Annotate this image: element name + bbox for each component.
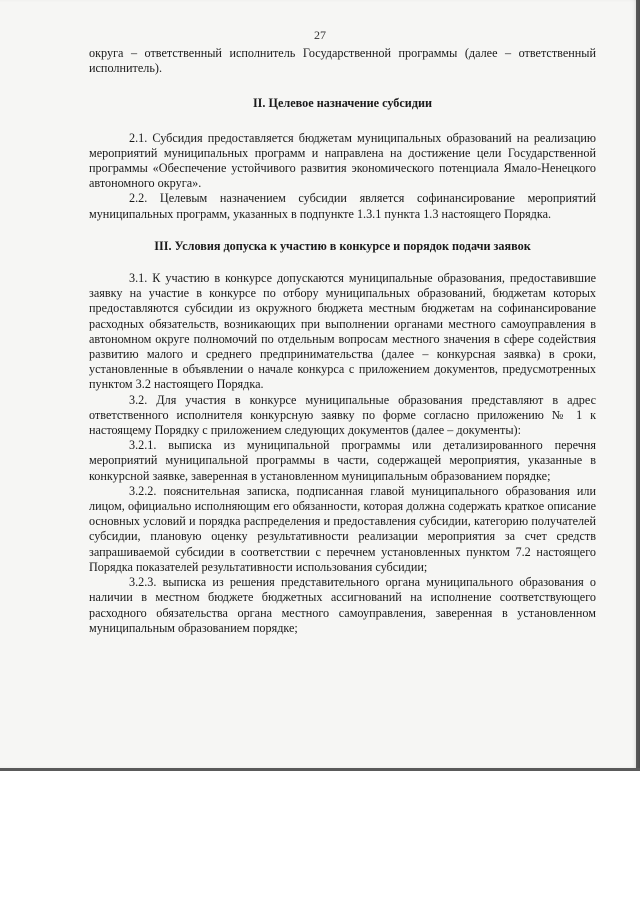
section-heading-3: III. Условия допуска к участию в конкурсе и порядок подачи заявок [154, 238, 531, 253]
paragraph-2-1: 2.1. Субсидия предоставляется бюджетам муниципальных образований на реализацию мероприятий муниципальных программ и направлена на достижение цели Государственной программы «Обеспечение устойчивого развития экономического потенциала Ямало-Ненецкого автономного округа». [89, 130, 596, 191]
paragraph-3-2-2: 3.2.2. пояснительная записка, подписанная главой муниципального образования или лицом, официально исполняющим его обязанности, которая должна содержать краткое описание основных условий и порядка распределения и предоставления субсидии, категорию получателей субсидии, плановую оценку результативности реализации мероприятия за счет средств запрашиваемой субсидии в соответствии с перечнем установленных пунктом 7.2 настоящего Порядка показателей результативности использования субсидии; [89, 483, 596, 574]
paragraph-3-2: 3.2. Для участия в конкурсе муниципальные образования представляют в адрес ответственного исполнителя конкурсную заявку по форме согласно приложению № 1 к настоящему Порядку с приложением следующих документов (далее – документы): [89, 392, 596, 438]
document-body [89, 46, 596, 636]
paragraph-2-2: 2.2. Целевым назначением субсидии является софинансирование мероприятий муниципальных программ, указанных в подпункте 1.3.1 пункта 1.3 настоящего Порядка. [89, 191, 596, 221]
paragraph-continuation: округа – ответственный исполнитель Государственной программы (далее – ответственный исполнитель). [89, 46, 596, 76]
scan-edge-shadow [636, 0, 640, 768]
section-heading-2: II. Целевое назначение субсидии [252, 96, 433, 111]
page-number: 27 [314, 28, 326, 42]
paragraph-3-1: 3.1. К участию в конкурсе допускаются муниципальные образования, предоставившие заявку на участие в конкурсе по отбору муниципальных образований, бюджетам которых предоставляются субсидии из окружного бюджета местным бюджетам на софинансирование расходных обязательств, возникающих при выполнении органами местного самоуправления в автономном округе полномочий по отдельным вопросам местного значения в сфере содействия развитию малого и среднего предпринимательства (далее – конкурсная заявка) в сроки, установленные в объявлении о начале конкурса с приложением документов, предусмотренных пунктом 3.2 настоящего Порядка. [89, 271, 596, 392]
paragraph-3-2-1: 3.2.1. выписка из муниципальной программы или детализированного перечня мероприятий муниципальной программы в части, содержащей мероприятия, указанные в конкурсной заявке, заверенная в установленном муниципальным образованием порядке; [89, 438, 596, 483]
paragraph-3-2-3: 3.2.3. выписка из решения представительного органа муниципального образования о наличии в местном бюджете бюджетных ассигнований на исполнение соответствующего расходного обязательства органа местного самоуправления, заверенная в установленном муниципальным образованием порядке; [89, 575, 596, 635]
